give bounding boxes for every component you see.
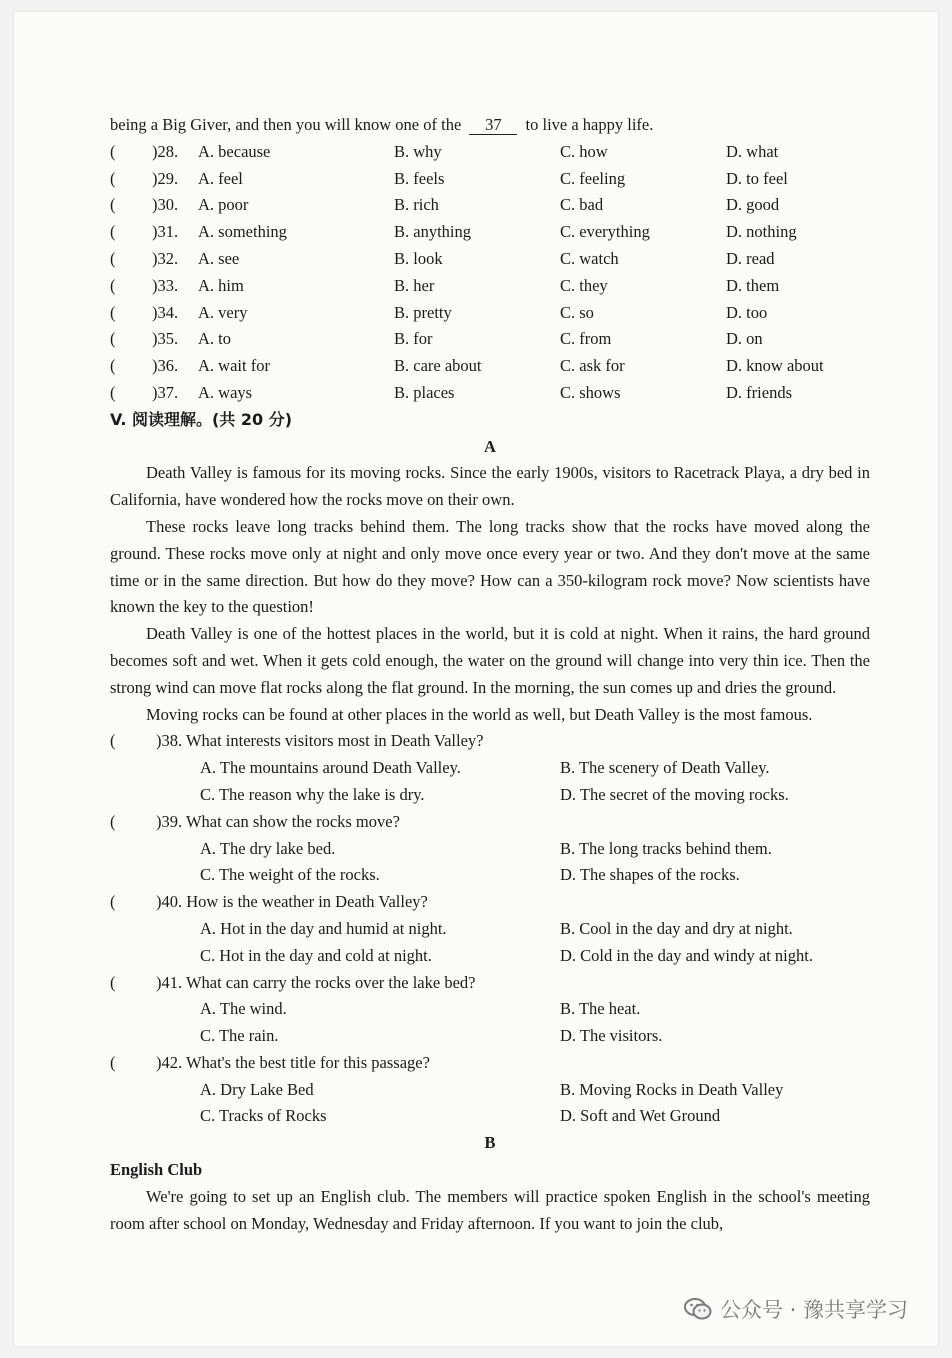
option-b: B. for bbox=[394, 329, 433, 349]
option-d: D. to feel bbox=[726, 168, 788, 188]
option-b: B. care about bbox=[394, 356, 482, 376]
answer-paren: ( bbox=[110, 248, 116, 268]
option-b: B. Cool in the day and dry at night. bbox=[560, 918, 793, 938]
option-row bbox=[110, 782, 870, 809]
option-b: B. anything bbox=[394, 222, 471, 242]
page-content bbox=[110, 112, 870, 1237]
cloze-row bbox=[110, 219, 870, 246]
answer-paren: ( bbox=[110, 382, 116, 402]
passage-paragraph: Death Valley is famous for its moving rocks. Since the early 1900s, visitors to Racetrack Playa, a dry bed in California, have wondered how the rocks move on their own. bbox=[110, 463, 870, 510]
cloze-row bbox=[110, 326, 870, 353]
answer-paren: ( bbox=[110, 356, 116, 376]
option-row bbox=[110, 943, 870, 970]
option-b: B. The heat. bbox=[560, 999, 641, 1019]
option-b: B. her bbox=[394, 275, 435, 295]
answer-paren: ( bbox=[110, 329, 116, 349]
option-c: C. so bbox=[560, 302, 594, 322]
answer-paren: ( bbox=[110, 168, 116, 188]
watermark-text: 公众号 · 豫共享学习 bbox=[719, 1298, 908, 1322]
option-b: B. pretty bbox=[394, 302, 452, 322]
option-b: B. why bbox=[394, 141, 442, 161]
option-row bbox=[110, 1023, 870, 1050]
answer-paren: ( bbox=[110, 811, 116, 831]
option-a: A. The mountains around Death Valley. bbox=[200, 758, 461, 778]
option-d: D. them bbox=[726, 275, 780, 295]
question-number: )35. bbox=[152, 329, 179, 349]
option-a: A. very bbox=[198, 302, 248, 322]
answer-paren: ( bbox=[110, 1052, 116, 1072]
question-number: )37. bbox=[152, 382, 179, 402]
passage-paragraph: Moving rocks can be found at other places in the world as well, but Death Valley is the most famous. bbox=[146, 704, 813, 724]
option-a: A. The wind. bbox=[200, 999, 287, 1019]
option-d: D. on bbox=[726, 329, 763, 349]
question-text: )38. What interests visitors most in Death Valley? bbox=[156, 731, 484, 751]
passage-b-title: English Club bbox=[110, 1160, 203, 1180]
option-d: D. Soft and Wet Ground bbox=[560, 1106, 721, 1126]
intro-line bbox=[110, 112, 870, 139]
question-number: )33. bbox=[152, 275, 179, 295]
option-b: B. rich bbox=[394, 195, 439, 215]
option-d: D. good bbox=[726, 195, 780, 215]
option-a: A. Dry Lake Bed bbox=[200, 1079, 314, 1099]
cloze-row bbox=[110, 192, 870, 219]
option-b: B. feels bbox=[394, 168, 445, 188]
exam-page bbox=[14, 12, 938, 1346]
option-c: C. they bbox=[560, 275, 608, 295]
option-row bbox=[110, 862, 870, 889]
option-c: C. everything bbox=[560, 222, 650, 242]
option-row bbox=[110, 836, 870, 863]
passage-b-paragraph: We're going to set up an English club. The members will practice spoken English in the school's meeting room after school on Monday, Wednesday and Friday afternoon. If you want to join the club, bbox=[110, 1186, 870, 1233]
option-a: A. him bbox=[198, 275, 244, 295]
option-a: A. wait for bbox=[198, 356, 270, 376]
option-d: D. The shapes of the rocks. bbox=[560, 865, 740, 885]
answer-paren: ( bbox=[110, 892, 116, 912]
cloze-row bbox=[110, 380, 870, 407]
option-c: C. how bbox=[560, 141, 608, 161]
question-row bbox=[110, 1050, 870, 1077]
option-row bbox=[110, 755, 870, 782]
passage-paragraph: Death Valley is one of the hottest places in the world, but it is cold at night. When it rains, the hard ground becomes soft and wet. When it gets cold enough, the water on the ground will change into very thin ice. Then the strong wind can move flat rocks along the flat ground. In the morning, the sun comes up and dries the ground. bbox=[110, 624, 870, 697]
passage-paragraph: These rocks leave long tracks behind them. The long tracks show that the rocks have moved along the ground. These rocks move only at night and only move once every year or two. And they don't move at the same time or in the same direction. But how do they move? How can a 350-kilogram rock move? Now scientists have known the key to the question! bbox=[110, 516, 870, 617]
wechat-icon bbox=[684, 1298, 712, 1320]
answer-paren: ( bbox=[110, 731, 116, 751]
passage-a-heading: A bbox=[484, 436, 496, 456]
option-c: C. bad bbox=[560, 195, 604, 215]
option-b: B. look bbox=[394, 248, 443, 268]
intro-before: being a Big Giver, and then you will know one of the bbox=[110, 115, 462, 134]
option-a: A. to bbox=[198, 329, 231, 349]
option-row bbox=[110, 1077, 870, 1104]
cloze-options bbox=[110, 139, 870, 407]
question-text: )41. What can carry the rocks over the lake bed? bbox=[156, 972, 476, 992]
cloze-row bbox=[110, 300, 870, 327]
cloze-row bbox=[110, 246, 870, 273]
question-row bbox=[110, 970, 870, 997]
option-d: D. friends bbox=[726, 382, 792, 402]
option-a: A. Hot in the day and humid at night. bbox=[200, 918, 447, 938]
option-b: B. The long tracks behind them. bbox=[560, 838, 772, 858]
option-c: C. The reason why the lake is dry. bbox=[200, 784, 425, 804]
option-a: A. see bbox=[198, 248, 240, 268]
option-a: A. ways bbox=[198, 382, 253, 402]
cloze-row bbox=[110, 273, 870, 300]
question-number: )31. bbox=[152, 222, 179, 242]
option-c: C. feeling bbox=[560, 168, 626, 188]
passage-b-heading: B bbox=[484, 1133, 496, 1153]
question-number: )36. bbox=[152, 356, 179, 376]
option-d: D. nothing bbox=[726, 222, 797, 242]
question-row bbox=[110, 728, 870, 755]
option-c: C. watch bbox=[560, 248, 619, 268]
section-title: V. 阅读理解。(共 20 分) bbox=[110, 409, 293, 429]
question-number: )28. bbox=[152, 141, 179, 161]
option-a: A. something bbox=[198, 222, 287, 242]
cloze-row bbox=[110, 139, 870, 166]
cloze-row bbox=[110, 166, 870, 193]
question-row bbox=[110, 809, 870, 836]
question-number: )34. bbox=[152, 302, 179, 322]
option-row bbox=[110, 916, 870, 943]
question-number: )29. bbox=[152, 168, 179, 188]
option-c: C. The rain. bbox=[200, 1026, 279, 1046]
option-a: A. because bbox=[198, 141, 271, 161]
reading-questions bbox=[110, 728, 870, 1130]
answer-paren: ( bbox=[110, 222, 116, 242]
question-number: )32. bbox=[152, 248, 179, 268]
option-d: D. what bbox=[726, 141, 779, 161]
option-a: A. feel bbox=[198, 168, 243, 188]
question-text: )39. What can show the rocks move? bbox=[156, 811, 400, 831]
answer-paren: ( bbox=[110, 195, 116, 215]
option-d: D. The visitors. bbox=[560, 1026, 663, 1046]
option-d: D. too bbox=[726, 302, 768, 322]
option-a: A. poor bbox=[198, 195, 249, 215]
option-row bbox=[110, 1103, 870, 1130]
question-text: )42. What's the best title for this passage? bbox=[156, 1052, 430, 1072]
option-d: D. know about bbox=[726, 356, 824, 376]
option-c: C. Hot in the day and cold at night. bbox=[200, 945, 432, 965]
option-c: C. Tracks of Rocks bbox=[200, 1106, 327, 1126]
option-c: C. The weight of the rocks. bbox=[200, 865, 380, 885]
passage-a-body bbox=[110, 460, 870, 728]
question-number: )30. bbox=[152, 195, 179, 215]
answer-blank: 37 bbox=[469, 116, 517, 135]
option-b: B. places bbox=[394, 382, 455, 402]
option-b: B. Moving Rocks in Death Valley bbox=[560, 1079, 784, 1099]
question-row bbox=[110, 889, 870, 916]
answer-paren: ( bbox=[110, 972, 116, 992]
option-d: D. The secret of the moving rocks. bbox=[560, 784, 789, 804]
option-a: A. The dry lake bed. bbox=[200, 838, 336, 858]
option-row bbox=[110, 996, 870, 1023]
option-b: B. The scenery of Death Valley. bbox=[560, 758, 770, 778]
answer-paren: ( bbox=[110, 141, 116, 161]
answer-paren: ( bbox=[110, 275, 116, 295]
intro-after: to live a happy life. bbox=[525, 115, 654, 134]
cloze-row bbox=[110, 353, 870, 380]
option-c: C. shows bbox=[560, 382, 621, 402]
watermark bbox=[684, 1294, 908, 1324]
answer-paren: ( bbox=[110, 302, 116, 322]
option-c: C. ask for bbox=[560, 356, 625, 376]
option-d: D. read bbox=[726, 248, 775, 268]
option-d: D. Cold in the day and windy at night. bbox=[560, 945, 813, 965]
question-text: )40. How is the weather in Death Valley? bbox=[156, 892, 428, 912]
option-c: C. from bbox=[560, 329, 612, 349]
